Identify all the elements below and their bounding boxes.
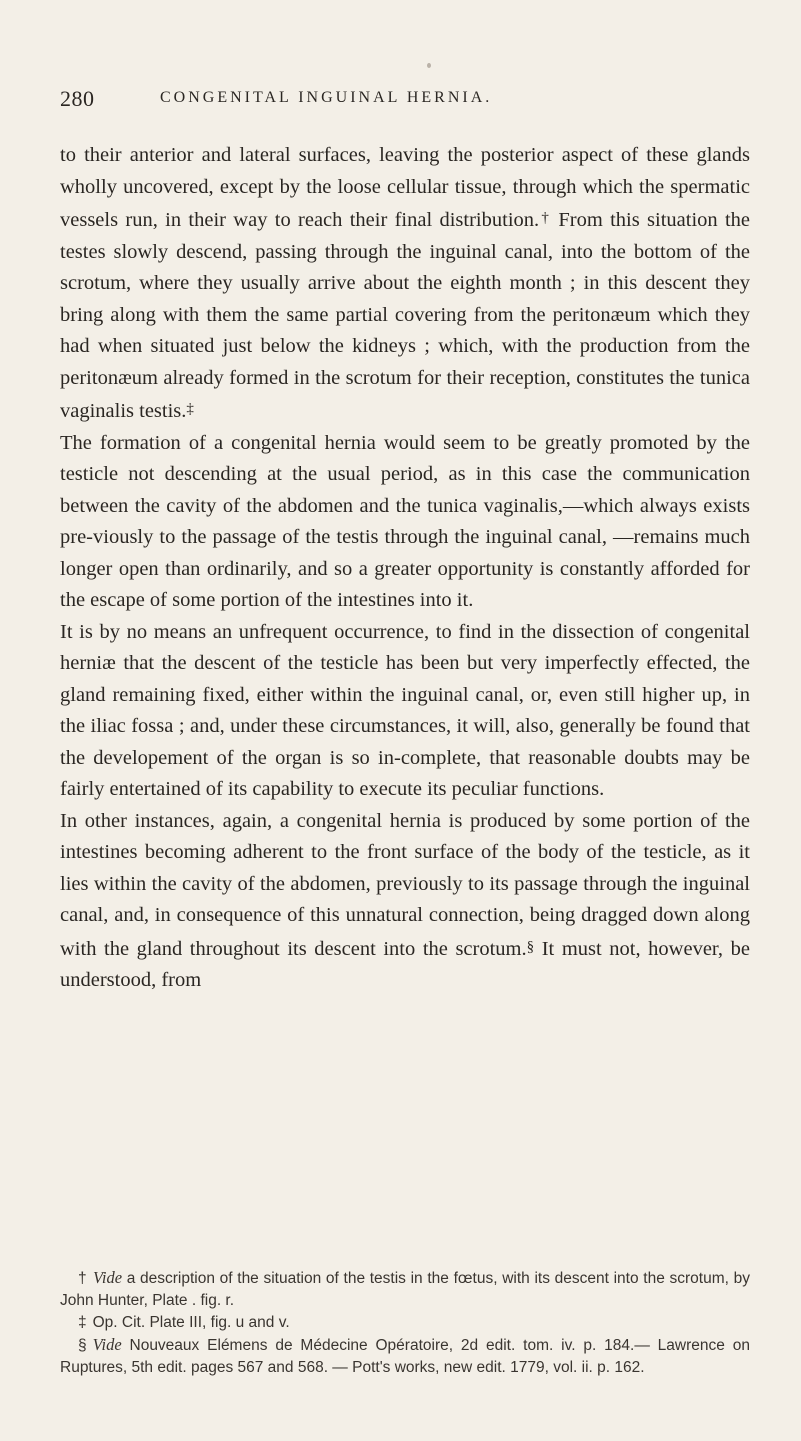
footnote [60, 1312, 750, 1334]
paragraph-2: The formation of a congenital hernia would seem to be greatly promoted by the testicle not descending at the usual period, as in this case the communication between the cavity of the abdomen and the tunica vaginalis,—which always exists pre-viously to the passage of the testis through the inguinal canal, —remains much longer open than ordinarily, and so a greater opportunity is constantly afforded for the escape of some portion of the intestines into it. [60, 431, 750, 611]
running-head: CONGENITAL INGUINAL HERNIA. [160, 89, 493, 106]
footnote-text: a description of the situation of the testis in the fœtus, with its descent into the scrotum, by John Hunter, Plate . fig. r. [60, 1270, 750, 1309]
footnote-ref-section: § [526, 938, 535, 955]
paragraph-4-part-b: It must not, however, be understood, from [60, 937, 750, 991]
paragraph-1-part-b: From this situation the testes slowly descend, passing through the inguinal canal, into the bottom of the scrotum, where they usually arrive about the eighth month ; in this descent they bring along with them the same partial covering from the peritonæum which they had when situated just below the kidneys ; which, with the production from the peritonæum already formed in the scrotum for their reception, constitutes the tunica vaginalis testis. [60, 209, 751, 422]
paragraph-3: It is by no means an unfrequent occurrence, to find in the dissection of congenital herniæ that the descent of the testicle has been but very imperfectly effected, the gland remaining fixed, either within the inguinal canal, or, even still higher up, in the iliac fossa ; and, under these circumstances, it will, also, generally be found that the developement of the organ is so in-complete, that reasonable doubts may be fairly entertained of its capability to execute its peculiar functions. [60, 620, 750, 800]
footnote-mark: ‡ [78, 1314, 87, 1331]
paragraph-1 [60, 140, 750, 428]
paragraph-4 [60, 806, 750, 997]
footnote [60, 1334, 750, 1379]
footnote-lead: Vide [92, 1335, 122, 1354]
footnotes [60, 1267, 750, 1379]
footnote-ref-dagger: † [539, 210, 552, 226]
page-number: 280 [60, 86, 95, 111]
paragraph-1-part-a: to their anterior and lateral surfaces, leaving the posterior aspect of these glands wholly uncovered, except by the loose cellular tissue, through which the spermatic vessels run, in their way to reach their final distribution. [60, 144, 750, 231]
footnote-mark: † [78, 1270, 87, 1287]
footnote-ref-double-dagger: ‡ [186, 401, 194, 417]
footnote-text: Op. Cit. Plate III, fig. u and v. [92, 1314, 290, 1331]
footnote-text: Nouveaux Elémens de Médecine Opératoire, 2d edit. tom. iv. p. 184.— Lawrence on Ruptures, 5th edit. pages 567 and 568. — Pott's works, new edit. 1779, vol. ii. p. 162. [60, 1337, 750, 1376]
footnote [60, 1267, 750, 1312]
page-header [60, 86, 750, 116]
ink-smudge [427, 63, 431, 68]
body-text [60, 140, 750, 997]
footnote-mark: § [78, 1337, 87, 1354]
paragraph-4-part-a: In other instances, again, a congenital hernia is produced by some portion of the intestines becoming adherent to the front surface of the body of the testicle, as it lies within the cavity of the abdomen, previously to its passage through the inguinal canal, and, in consequence of this unnatural connection, being dragged down along with the gland throughout its descent into the scrotum. [60, 809, 750, 960]
footnote-lead: Vide [93, 1268, 123, 1287]
